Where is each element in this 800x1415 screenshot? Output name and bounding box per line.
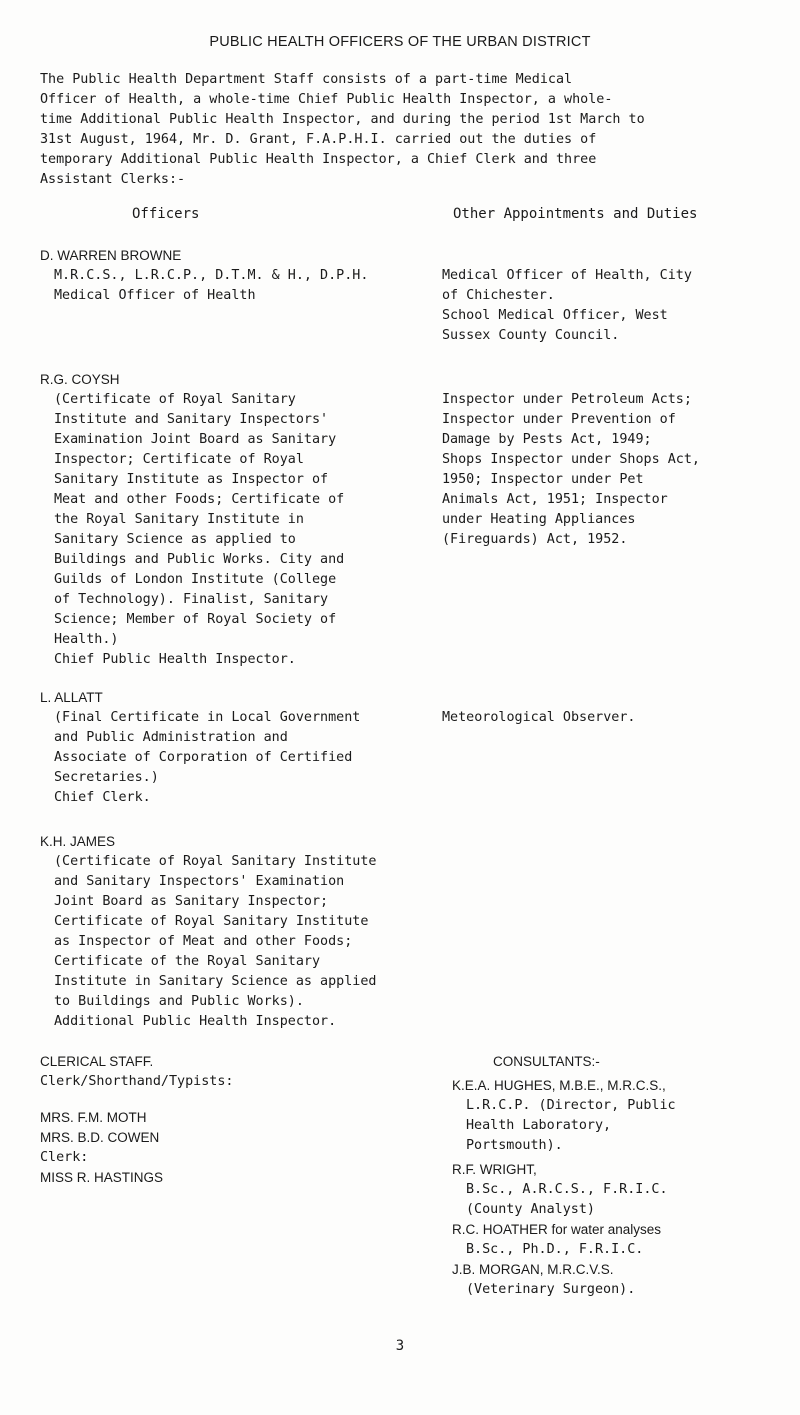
officer-entry: [40, 688, 360, 808]
intro-line: Assistant Clerks:-: [40, 172, 186, 187]
officer-details: [40, 390, 344, 670]
officer-detail-line: Institute in Sanitary Science as applied: [54, 974, 377, 989]
officer-detail-line: as Inspector of Meat and other Foods;: [54, 934, 353, 949]
duty-line: Meteorological Observer.: [442, 710, 636, 725]
intro-line: 31st August, 1964, Mr. D. Grant, F.A.P.H.I. carried out the duties of: [40, 132, 597, 147]
officer-detail-line: Sanitary Institute as Inspector of: [54, 472, 329, 487]
officer-detail-line: (Final Certificate in Local Government: [54, 710, 361, 725]
consultant-line: R.C. HOATHER for water analyses: [452, 1222, 662, 1237]
typist-name: MRS. F.M. MOTH: [40, 1110, 147, 1125]
intro-line: time Additional Public Health Inspector, and during the period 1st March to: [40, 112, 645, 127]
officer-detail-line: Certificate of the Royal Sanitary: [54, 954, 321, 969]
officer-detail-line: Science; Member of Royal Society of: [54, 612, 337, 627]
officer-other-duties: [442, 390, 700, 550]
duty-line: Shops Inspector under Shops Act,: [442, 452, 700, 467]
duty-line: (Fireguards) Act, 1952.: [442, 532, 628, 547]
duty-line: of Chichester.: [442, 288, 555, 303]
officer-name: R.G. COYSH: [40, 372, 120, 387]
officer-name: K.H. JAMES: [40, 834, 116, 849]
officer-detail-line: and Sanitary Inspectors' Examination: [54, 874, 345, 889]
officer-other-duties: [442, 708, 635, 728]
officer-detail-line: Joint Board as Sanitary Inspector;: [54, 894, 329, 909]
officer-detail-line: Medical Officer of Health: [54, 288, 256, 303]
officer-detail-line: Associate of Corporation of Certified: [54, 750, 353, 765]
duty-line: Sussex County Council.: [442, 328, 620, 343]
officer-entry: [40, 370, 344, 670]
page-number: 3: [395, 1338, 405, 1354]
other-appointments-column-header: Other Appointments and Duties: [453, 206, 698, 222]
typist-name: MRS. B.D. COWEN: [40, 1130, 160, 1145]
duty-line: 1950; Inspector under Pet: [442, 472, 644, 487]
officer-detail-line: Examination Joint Board as Sanitary: [54, 432, 337, 447]
consultants-heading: CONSULTANTS:-: [493, 1054, 600, 1069]
clerical-heading: CLERICAL STAFF.: [40, 1054, 154, 1069]
clerical-staff-section: [40, 1052, 233, 1188]
clerical-subheading: Clerk/Shorthand/Typists:: [40, 1074, 234, 1089]
intro-paragraph: [40, 70, 770, 190]
consultant-line: Health Laboratory,: [466, 1118, 612, 1133]
duty-line: Animals Act, 1951; Inspector: [442, 492, 668, 507]
officer-detail-line: Meat and other Foods; Certificate of: [54, 492, 345, 507]
officer-detail-line: Additional Public Health Inspector.: [54, 1014, 337, 1029]
duty-line: Inspector under Prevention of: [442, 412, 676, 427]
officer-detail-line: M.R.C.S., L.R.C.P., D.T.M. & H., D.P.H.: [54, 268, 369, 283]
officer-details: [40, 266, 368, 306]
duty-line: Medical Officer of Health, City: [442, 268, 692, 283]
consultant-line: (Veterinary Surgeon).: [466, 1282, 636, 1297]
officer-detail-line: Chief Clerk.: [54, 790, 151, 805]
officer-detail-line: Chief Public Health Inspector.: [54, 652, 296, 667]
intro-line: The Public Health Department Staff consists of a part-time Medical: [40, 72, 573, 87]
officer-details: [40, 708, 360, 808]
duty-line: Inspector under Petroleum Acts;: [442, 392, 692, 407]
duty-line: Damage by Pests Act, 1949;: [442, 432, 652, 447]
intro-line: temporary Additional Public Health Inspector, a Chief Clerk and three: [40, 152, 597, 167]
officer-detail-line: Certificate of Royal Sanitary Institute: [54, 914, 369, 929]
officer-detail-line: of Technology). Finalist, Sanitary: [54, 592, 329, 607]
consultant-line: (County Analyst): [466, 1202, 595, 1217]
officer-detail-line: the Royal Sanitary Institute in: [54, 512, 304, 527]
consultant-line: R.F. WRIGHT,: [452, 1162, 537, 1177]
intro-line: Officer of Health, a whole-time Chief Public Health Inspector, a whole-: [40, 92, 613, 107]
officer-entry: [40, 246, 368, 306]
consultant-line: Portsmouth).: [466, 1138, 563, 1153]
clerk-name: MISS R. HASTINGS: [40, 1170, 164, 1185]
officer-detail-line: Sanitary Science as applied to: [54, 532, 296, 547]
officer-name: D. WARREN BROWNE: [40, 248, 182, 263]
duty-line: School Medical Officer, West: [442, 308, 668, 323]
officers-column-header: Officers: [132, 206, 200, 222]
consultants-section: [452, 1052, 676, 1300]
officer-detail-line: Health.): [54, 632, 119, 647]
officer-detail-line: Institute and Sanitary Inspectors': [54, 412, 329, 427]
duty-line: under Heating Appliances: [442, 512, 636, 527]
consultant-line: B.Sc., Ph.D., F.R.I.C.: [466, 1242, 644, 1257]
consultant-line: L.R.C.P. (Director, Public: [466, 1098, 676, 1113]
officer-other-duties: [442, 266, 692, 346]
officer-detail-line: (Certificate of Royal Sanitary Institute: [54, 854, 377, 869]
officer-detail-line: Buildings and Public Works. City and: [54, 552, 345, 567]
officer-detail-line: Inspector; Certificate of Royal: [54, 452, 304, 467]
consultant-line: K.E.A. HUGHES, M.B.E., M.R.C.S.,: [452, 1078, 666, 1093]
officer-detail-line: (Certificate of Royal Sanitary: [54, 392, 296, 407]
officer-entry: [40, 832, 376, 1032]
officer-detail-line: and Public Administration and: [54, 730, 288, 745]
officer-detail-line: Guilds of London Institute (College: [54, 572, 337, 587]
consultant-line: J.B. MORGAN, M.R.C.V.S.: [452, 1262, 614, 1277]
consultant-line: B.Sc., A.R.C.S., F.R.I.C.: [466, 1182, 668, 1197]
page-title: PUBLIC HEALTH OFFICERS OF THE URBAN DISTRICT: [209, 34, 591, 50]
officer-details: [40, 852, 376, 1032]
officer-detail-line: to Buildings and Public Works).: [54, 994, 304, 1009]
officer-detail-line: Secretaries.): [54, 770, 159, 785]
spacer: [40, 1092, 233, 1108]
clerk-label: Clerk:: [40, 1150, 89, 1165]
officer-name: L. ALLATT: [40, 690, 103, 705]
